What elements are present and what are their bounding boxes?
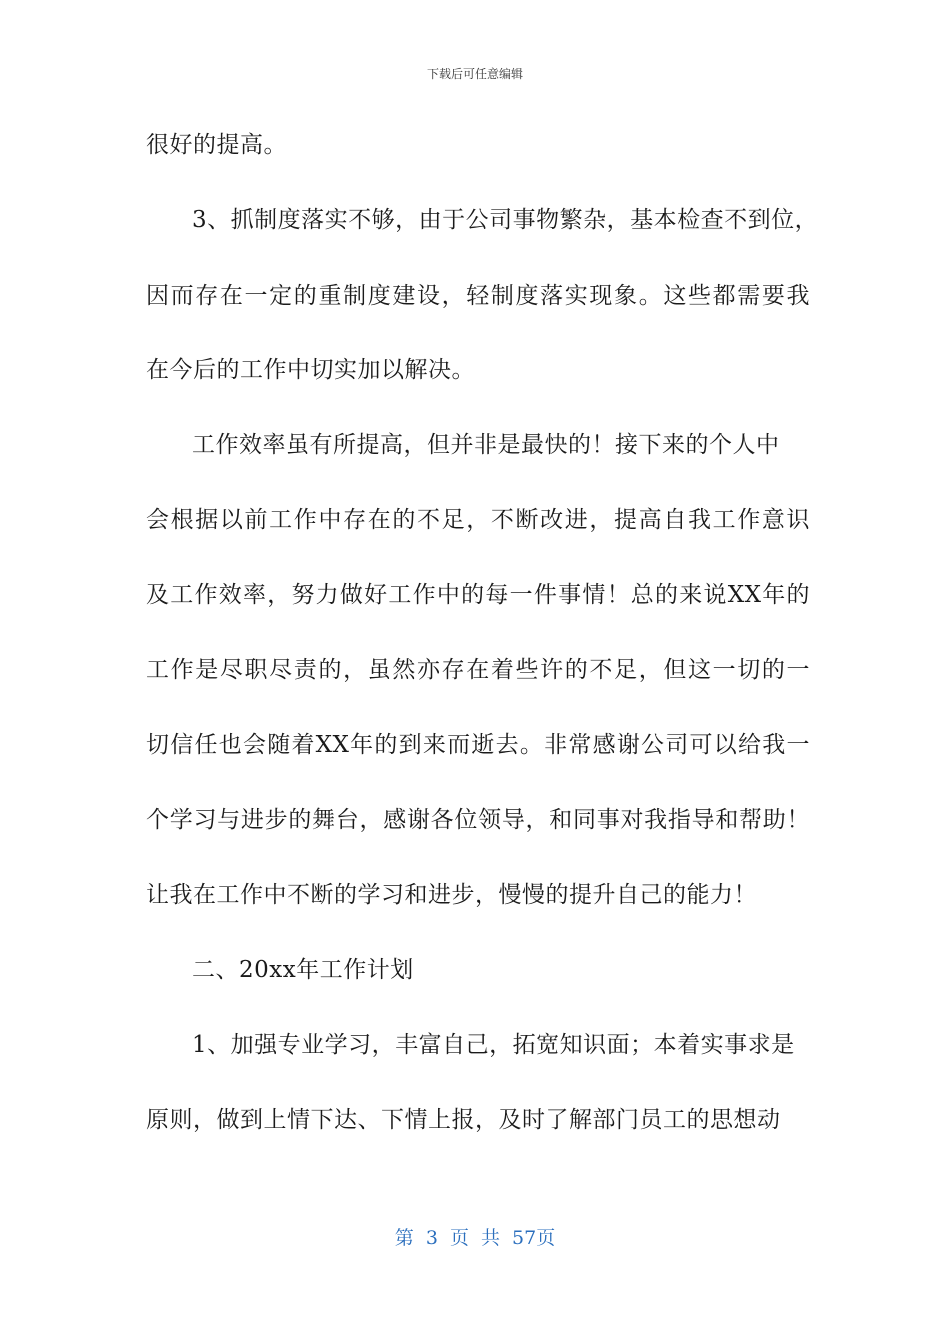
text-line: 让我在工作中不断的学习和进步，慢慢的提升自己的能力！: [146, 882, 757, 908]
text-line: 在今后的工作中切实加以解决。: [146, 357, 475, 383]
text-line: 很好的提高。: [146, 132, 287, 158]
text-line: 原则，做到上情下达、下情上报，及时了解部门员工的思想动: [146, 1107, 781, 1133]
text-line: 个学习与进步的舞台，感谢各位领导，和同事对我指导和帮助！: [146, 807, 810, 833]
text-line: 因而存在一定的重制度建设，轻制度落实现象。这些都需要我: [146, 283, 810, 309]
text-line: 工作是尽职尽责的，虽然亦存在着些许的不足，但这一切的一: [146, 657, 810, 683]
text-line: 切信任也会随着XX年的到来而逝去。非常感谢公司可以给我一: [146, 732, 810, 758]
text-line: 会根据以前工作中存在的不足，不断改进，提高自我工作意识: [146, 507, 810, 533]
text-line: 1、加强专业学习，丰富自己，拓宽知识面；本着实事求是: [192, 1032, 795, 1058]
section-heading: 二、20xx年工作计划: [192, 957, 414, 983]
page-header-note: 下载后可任意编辑: [426, 67, 523, 81]
text-line: 工作效率虽有所提高，但并非是最快的！接下来的个人中: [192, 432, 780, 458]
page-number: 第 3 页 共 57页: [394, 1227, 556, 1249]
text-line: 3、抓制度落实不够，由于公司事物繁杂，基本检查不到位，: [192, 207, 819, 233]
text-line: 及工作效率，努力做好工作中的每一件事情！总的来说XX年的: [146, 582, 810, 608]
